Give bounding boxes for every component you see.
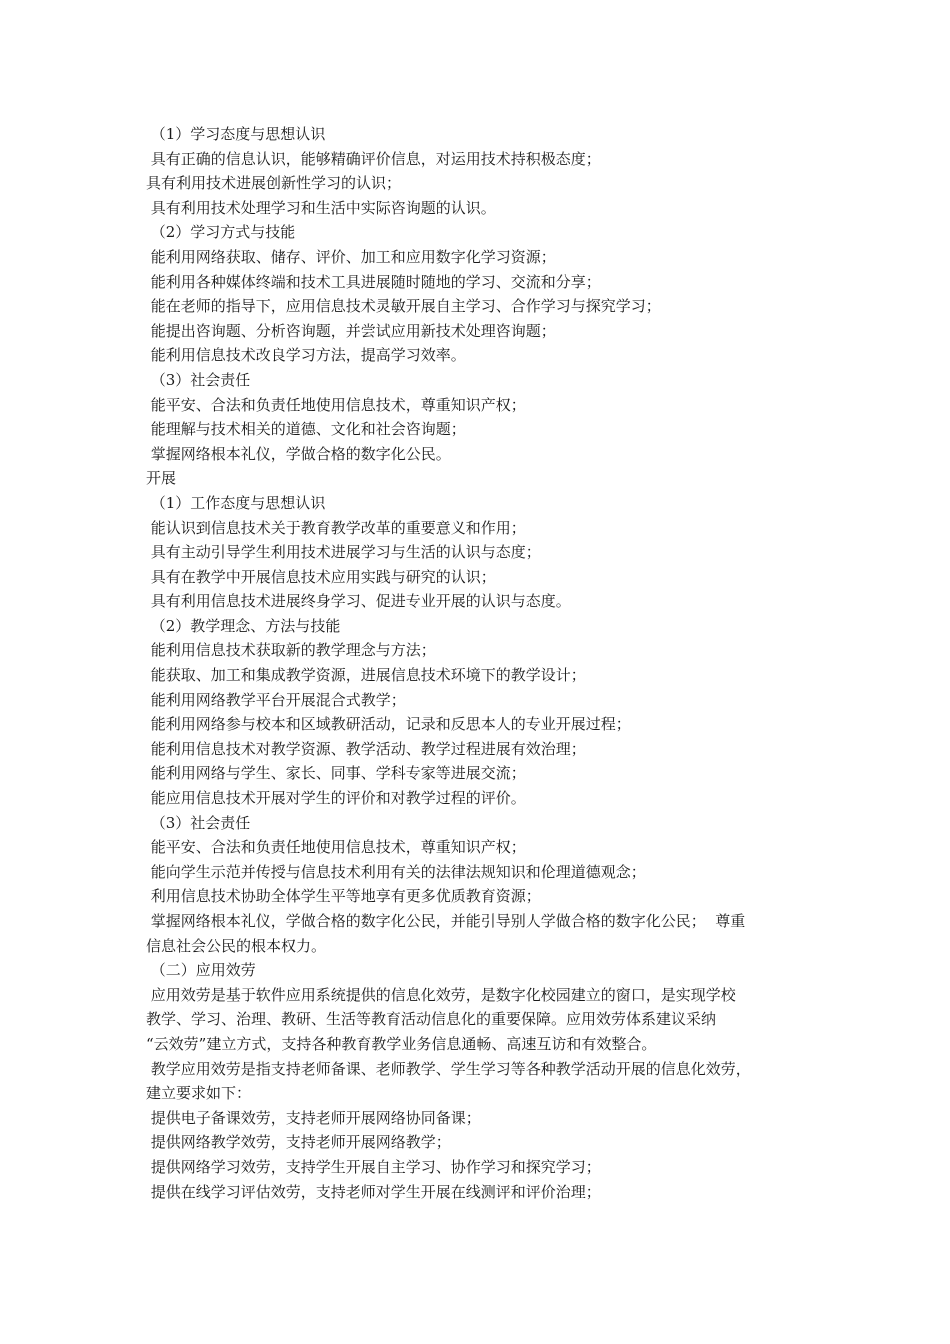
- text-line: 应用效劳是基于软件应用系统提供的信息化效劳，是数字化校园建立的窗口，是实现学校: [146, 985, 736, 1004]
- text-line: （2）学习方式与技能: [146, 223, 296, 242]
- text-line: 能利用网络获取、储存、评价、加工和应用数字化学习资源；: [146, 247, 556, 266]
- text-line: 能利用网络参与校本和区域教研活动，记录和反思本人的专业开展过程；: [146, 715, 631, 734]
- text-line: 能平安、合法和负责任地使用信息技术，尊重知识产权；: [146, 395, 526, 414]
- text-line: 具有主动引导学生利用技术进展学习与生活的认识与态度；: [146, 543, 541, 562]
- text-line: 提供网络学习效劳，支持学生开展自主学习、协作学习和探究学习；: [146, 1157, 601, 1176]
- text-line: 能理解与技术相关的道德、文化和社会咨询题；: [146, 420, 466, 439]
- document-page: [146, 122, 816, 1204]
- text-line: 能利用网络教学平台开展混合式教学；: [146, 690, 406, 709]
- text-line: 具有利用技术进展创新性学习的认识；: [146, 174, 402, 193]
- text-line: 具有利用信息技术进展终身学习、促进专业开展的认识与态度。: [146, 592, 571, 611]
- text-line: 掌握网络根本礼仪，学做合格的数字化公民，并能引导别人学做合格的数字化公民； 尊重: [146, 912, 746, 930]
- text-line: （1）工作态度与思想认识: [146, 493, 326, 512]
- text-line: 信息社会公民的根本权力。: [146, 936, 327, 955]
- text-line: （2）教学理念、方法与技能: [146, 616, 341, 635]
- text-line: （1）学习态度与思想认识: [146, 125, 326, 143]
- text-line: 掌握网络根本礼仪，学做合格的数字化公民。: [146, 444, 451, 463]
- text-line: 提供在线学习评估效劳，支持老师对学生开展在线测评和评价治理；: [146, 1182, 601, 1201]
- text-line: （二）应用效劳: [146, 961, 256, 980]
- text-line: 能利用信息技术获取新的教学理念与方法；: [146, 641, 436, 660]
- text-line: 能提出咨询题、分析咨询题，并尝试应用新技术处理咨询题；: [146, 321, 556, 340]
- text-line: 教学应用效劳是指支持老师备课、老师教学、学生学习等各种教学活动开展的信息化效劳，: [146, 1059, 751, 1078]
- text-line: 能平安、合法和负责任地使用信息技术，尊重知识产权；: [146, 838, 526, 857]
- text-line: 能获取、加工和集成教学资源，进展信息技术环境下的教学设计；: [146, 666, 586, 685]
- text-line: 利用信息技术协助全体学生平等地享有更多优质教育资源；: [146, 887, 541, 906]
- text-line: 提供网络教学效劳，支持老师开展网络教学；: [146, 1133, 451, 1152]
- text-line: 具有在教学中开展信息技术应用实践与研究的认识；: [146, 567, 496, 586]
- text-line: 开展: [146, 469, 177, 488]
- text-line: 能利用信息技术对教学资源、教学活动、教学过程进展有效治理；: [146, 739, 586, 758]
- text-line: 能利用各种媒体终端和技术工具进展随时随地的学习、交流和分享；: [146, 272, 601, 291]
- text-line: 能在老师的指导下，应用信息技术灵敏开展自主学习、合作学习与探究学习；: [146, 297, 661, 316]
- text-line: “云效劳”建立方式，支持各种教育教学业务信息通畅、高速互访和有效整合。: [146, 1034, 657, 1053]
- text-line: 能认识到信息技术关于教育教学改革的重要意义和作用；: [146, 518, 526, 537]
- text-line: （3）社会责任: [146, 813, 251, 832]
- text-line: 提供电子备课效劳，支持老师开展网络协同备课；: [146, 1108, 481, 1127]
- text-line: 具有利用技术处理学习和生活中实际咨询题的认识。: [146, 198, 496, 217]
- text-line: 能利用信息技术改良学习方法，提高学习效率。: [146, 346, 466, 365]
- text-line: （3）社会责任: [146, 370, 251, 389]
- text-line: 具有正确的信息认识，能够精确评价信息，对运用技术持积极态度；: [146, 149, 601, 168]
- text-line: 教学、学习、治理、教研、生活等教育活动信息化的重要保障。应用效劳体系建议采纳: [146, 1010, 717, 1029]
- text-line: 建立要求如下：: [146, 1084, 252, 1103]
- text-line: 能利用网络与学生、家长、同事、学科专家等进展交流；: [146, 764, 526, 783]
- text-line: 能应用信息技术开展对学生的评价和对教学过程的评价。: [146, 789, 526, 808]
- text-line: 能向学生示范并传授与信息技术利用有关的法律法规知识和伦理道德观念；: [146, 862, 646, 881]
